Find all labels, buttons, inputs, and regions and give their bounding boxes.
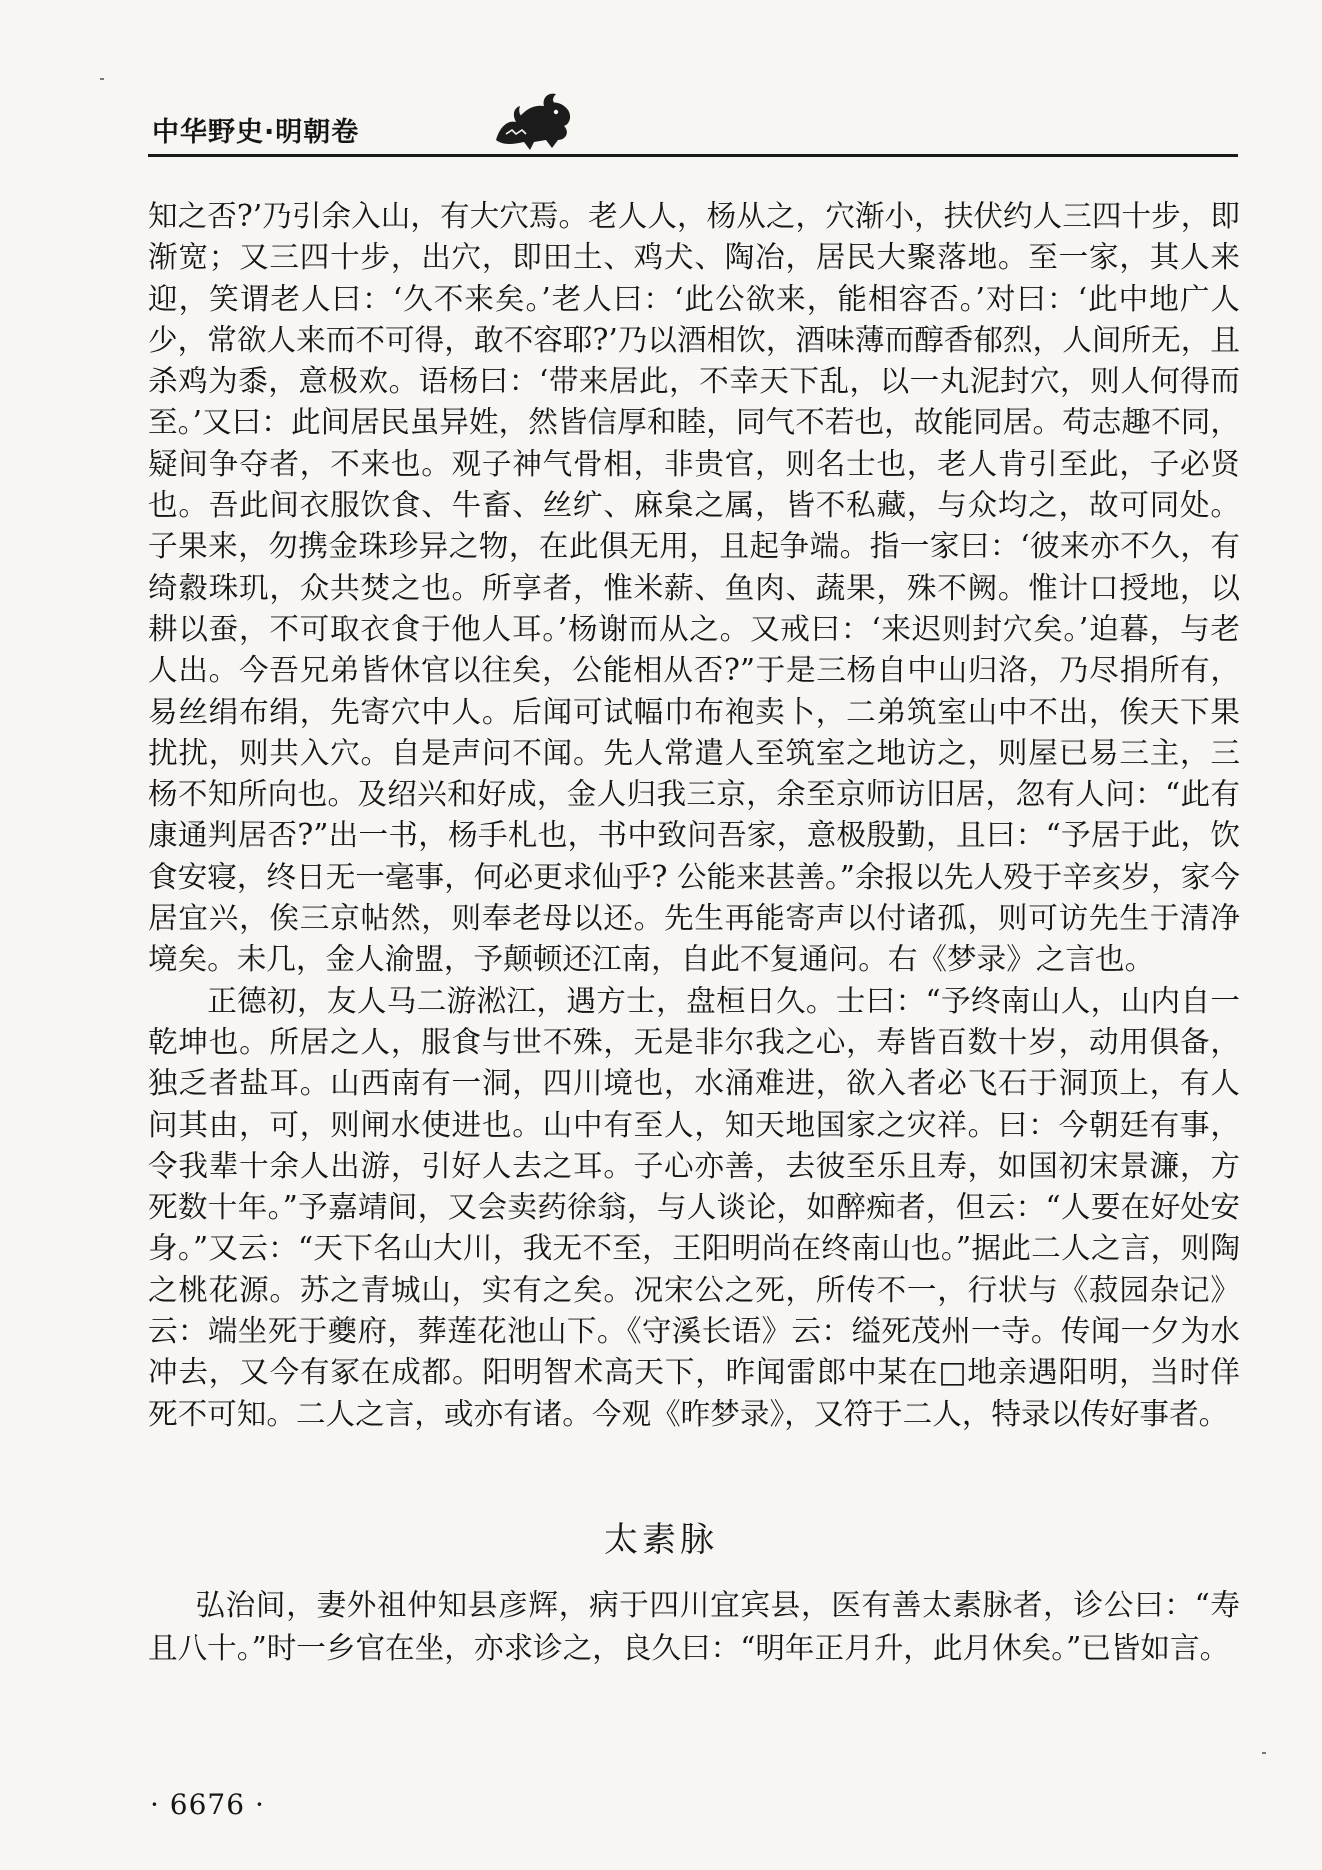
- running-header: [148, 108, 1238, 158]
- scan-speck: [1262, 1752, 1266, 1754]
- section-heading: 太素脉: [604, 1520, 718, 1560]
- main-passage: [148, 196, 1240, 1435]
- page-number: · 6676 ·: [150, 1788, 265, 1821]
- dragon-emblem-icon: [486, 90, 578, 154]
- scan-speck: [100, 78, 104, 80]
- passage-paragraph: 知之否?’乃引余入山，有大穴焉。老人人，杨从之，穴渐小，扶伏约人三四十步，即渐宽；又三四十步，出穴，即田土、鸡犬、陶冶，居民大聚落地。至一家，其人来迎，笑谓老人曰：‘久不来矣。’老人曰：‘此公欲来，能相容否。’对曰：‘此中地广人少，常欲人来而不可得，敢不容耶?’乃以酒相饮，酒味薄而醇香郁烈，人间所无，且杀鸡为黍，意极欢。语杨曰：‘带来居此，不幸天下乱，以一丸泥封穴，则人何得而至。’又曰：此间居民虽异姓，然皆信厚和睦，同气不若也，故能同居。苟志趣不同，疑间争夺者，不来也。观子神气骨相，非贵官，则名士也，老人肯引至此，子必贤也。吾此间衣服饮食、牛畜、丝纩、麻枲之属，皆不私藏，与众均之，故可同处。子果来，勿携金珠珍异之物，在此俱无用，且起争端。指一家曰：‘彼来亦不久，有绮縠珠玑，众共焚之也。所享者，惟米薪、鱼肉、蔬果，殊不阙。惟计口授地，以耕以蚕，不可取衣食于他人耳。’杨谢而从之。又戒曰：‘来迟则封穴矣。’迫暮，与老人出。今吾兄弟皆休官以往矣，公能相从否?”于是三杨自中山归洛，乃尽捐所有，易丝绢布绢，先寄穴中人。后闻可试幅巾布袍卖卜，二弟筑室山中不出，俟天下果扰扰，则共入穴。自是声问不闻。先人常遣人至筑室之地访之，则屋已易三主，三杨不知所向也。及绍兴和好成，金人归我三京，余至京师访旧居，忽有人问：“此有康通判居否?”出一书，杨手札也，书中致问吾家，意极殷勤，且曰：“予居于此，饮食安寝，终日无一毫事，何必更求仙乎? 公能来甚善。”余报以先人殁于辛亥岁，家今居宜兴，俟三京帖然，则奉老母以还。先生再能寄声以付诸孤，则可访先生于清净境矣。未几，金人渝盟，予颠顿还江南，自此不复通问。右《梦录》之言也。: [148, 199, 1240, 977]
- section-paragraph: 弘治间，妻外祖仲知县彦辉，病于四川宜宾县，医有善太素脉者，诊公曰：“寿且八十。”时一乡官在坐，亦求诊之，良久曰：“明年正月升，此月休矣。”已皆如言。: [148, 1588, 1240, 1665]
- passage-paragraph: 正德初，友人马二游淞江，遇方士，盘桓日久。士曰：“予终南山人，山内自一乾坤也。所居之人，服食与世不殊，无是非尔我之心，寿皆百数十岁，动用俱备，独乏者盐耳。山西南有一洞，四川境也，水涌难进，欲入者必飞石于洞顶上，有人问其由，可，则闸水使进也。山中有至人，知天地国家之灾祥。曰：今朝廷有事，令我辈十余人出游，引好人去之耳。子心亦善，去彼至乐且寿，如国初宋景濂，方死数十年。”予嘉靖间，又会卖药徐翁，与人谈论，如醉痴者，但云：“人要在好处安身。”又云：“天下名山大川，我无不至，王阳明尚在终南山也。”据此二人之言，则陶之桃花源。苏之青城山，实有之矣。况宋公之死，所传不一，行状与《菽园杂记》云：端坐死于夔府，葬莲花池山下。《守溪长语》云：缢死茂州一寺。传闻一夕为水冲去，又今有冢在成都。阳明智术高天下，昨闻雷郎中某在□地亲遇阳明，当时佯死不可知。二人之言，或亦有诸。今观《昨梦录》，又符于二人，特录以传好事者。: [148, 983, 1240, 1431]
- book-title: 中华野史·明朝卷: [152, 117, 360, 148]
- section-passage: [148, 1584, 1240, 1670]
- header-rule: [148, 154, 1238, 157]
